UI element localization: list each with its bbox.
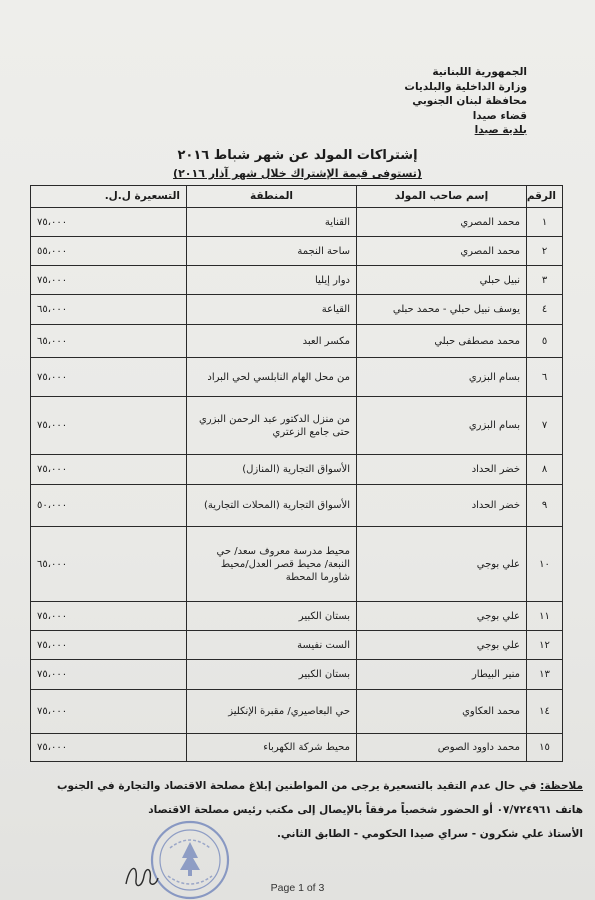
table-header-row: [31, 186, 563, 208]
letterhead-ministry: وزارة الداخلية والبلديات: [404, 80, 527, 93]
row-area: حي البعاصيري/ مقبرة الإنكليز: [187, 690, 357, 734]
row-owner: منير البيطار: [357, 660, 527, 690]
table-row: [31, 527, 563, 602]
row-price: ٥٠،٠٠٠: [31, 485, 187, 527]
letterhead: [404, 65, 527, 138]
row-price: ٥٥،٠٠٠: [31, 237, 187, 266]
row-owner: خضر الحداد: [357, 455, 527, 485]
row-owner: خضر الحداد: [357, 485, 527, 527]
row-number: ١٠: [527, 527, 563, 602]
row-number: ٥: [527, 325, 563, 358]
table-row: [31, 455, 563, 485]
row-number: ٦: [527, 358, 563, 397]
row-area: بستان الكبير: [187, 602, 357, 631]
table-row: [31, 690, 563, 734]
row-area: مكسر العبد: [187, 325, 357, 358]
row-area: الأسواق التجارية (المحلات التجارية): [187, 485, 357, 527]
page-number: Page 1 of 3: [270, 882, 325, 894]
row-area: القناية: [187, 208, 357, 237]
document-subtitle: (تستوفى قيمة الإشتراك خلال شهر آذار ٢٠١٦): [173, 167, 422, 180]
row-price: ٦٥،٠٠٠: [31, 527, 187, 602]
row-price: ٧٥،٠٠٠: [31, 266, 187, 295]
table-row: [31, 485, 563, 527]
row-price: ٧٥،٠٠٠: [31, 660, 187, 690]
row-price: ٧٥،٠٠٠: [31, 602, 187, 631]
row-number: ٣: [527, 266, 563, 295]
row-number: ٢: [527, 237, 563, 266]
table-row: [31, 237, 563, 266]
table-row: [31, 266, 563, 295]
row-owner: علي بوجي: [357, 602, 527, 631]
document-title: إشتراكات المولد عن شهر شباط ٢٠١٦: [177, 148, 418, 163]
row-price: ٧٥،٠٠٠: [31, 690, 187, 734]
header-owner: إسم صاحب المولد: [357, 186, 527, 208]
row-owner: علي بوجي: [357, 631, 527, 660]
row-area: محيط شركة الكهرباء: [187, 734, 357, 762]
row-number: ١: [527, 208, 563, 237]
note-text-1: في حال عدم التقيد بالتسعيرة يرجى من المواطنين إبلاغ مصلحة الاقتصاد والتجارة في الجنوب: [57, 780, 541, 792]
table-row: [31, 325, 563, 358]
row-area: من منزل الدكتور عبد الرحمن البزري حتى جامع الزعتري: [187, 397, 357, 455]
note-line-2: هاتف ٠٧/٧٢٤٩٦١ أو الحضور شخصياً مرفقاً بالإيصال إلى مكتب رئيس مصلحة الاقتصاد: [148, 804, 583, 816]
row-owner: بسام البزري: [357, 358, 527, 397]
table-row: [31, 734, 563, 762]
row-area: محيط مدرسة معروف سعد/ حي النبعة/ محيط قصر العدل/محيط شاورما المحطة: [187, 527, 357, 602]
complaint-note: [11, 774, 583, 846]
row-area: بستان الكبير: [187, 660, 357, 690]
row-owner: محمد داوود الصوص: [357, 734, 527, 762]
letterhead-republic: الجمهورية اللبنانية: [432, 66, 527, 78]
table-row: [31, 397, 563, 455]
row-number: ١١: [527, 602, 563, 631]
row-area: الست نفيسة: [187, 631, 357, 660]
row-owner: محمد المصري: [357, 237, 527, 266]
row-number: ١٣: [527, 660, 563, 690]
letterhead-governorate: محافظة لبنان الجنوبي: [412, 95, 527, 107]
row-price: ٧٥،٠٠٠: [31, 208, 187, 237]
row-owner: محمد مصطفى حبلي: [357, 325, 527, 358]
row-area: دوار إيليا: [187, 266, 357, 295]
note-line-3: الأستاذ علي شكرون - سراي صيدا الحكومي - الطابق الثاني.: [276, 828, 583, 840]
table-row: [31, 631, 563, 660]
table-row: [31, 602, 563, 631]
row-number: ٩: [527, 485, 563, 527]
table-row: [31, 295, 563, 325]
row-owner: يوسف نبيل حبلي - محمد حبلي: [357, 295, 527, 325]
row-price: ٧٥،٠٠٠: [31, 358, 187, 397]
letterhead-district: قضاء صيدا: [472, 109, 527, 122]
row-owner: محمد المصري: [357, 208, 527, 237]
row-price: ٧٥،٠٠٠: [31, 734, 187, 762]
header-price: التسعيرة ل.ل.: [31, 186, 187, 208]
row-price: ٦٥،٠٠٠: [31, 295, 187, 325]
row-area: من محل الهام النابلسي لحي البراد: [187, 358, 357, 397]
row-number: ٤: [527, 295, 563, 325]
table-row: [31, 208, 563, 237]
table-row: [31, 358, 563, 397]
row-area: الأسواق التجارية (المنازل): [187, 455, 357, 485]
row-area: القياعة: [187, 295, 357, 325]
generator-subscriptions-table: [30, 185, 563, 762]
row-number: ١٥: [527, 734, 563, 762]
table-row: [31, 660, 563, 690]
header-number: الرقم: [527, 186, 563, 208]
row-price: ٧٥،٠٠٠: [31, 397, 187, 455]
row-owner: بسام البزري: [357, 397, 527, 455]
row-owner: نبيل حبلي: [357, 266, 527, 295]
row-number: ٧: [527, 397, 563, 455]
row-owner: محمد العكاوي: [357, 690, 527, 734]
row-number: ١٢: [527, 631, 563, 660]
row-area: ساحة النجمة: [187, 237, 357, 266]
letterhead-municipality: بلدية صيدا: [474, 124, 527, 136]
note-label: ملاحظة:: [540, 780, 583, 792]
header-area: المنطقة: [187, 186, 357, 208]
row-price: ٧٥،٠٠٠: [31, 455, 187, 485]
row-price: ٧٥،٠٠٠: [31, 631, 187, 660]
note-line-1: [11, 774, 583, 798]
row-number: ٨: [527, 455, 563, 485]
row-number: ١٤: [527, 690, 563, 734]
row-owner: علي بوجي: [357, 527, 527, 602]
row-price: ٦٥،٠٠٠: [31, 325, 187, 358]
